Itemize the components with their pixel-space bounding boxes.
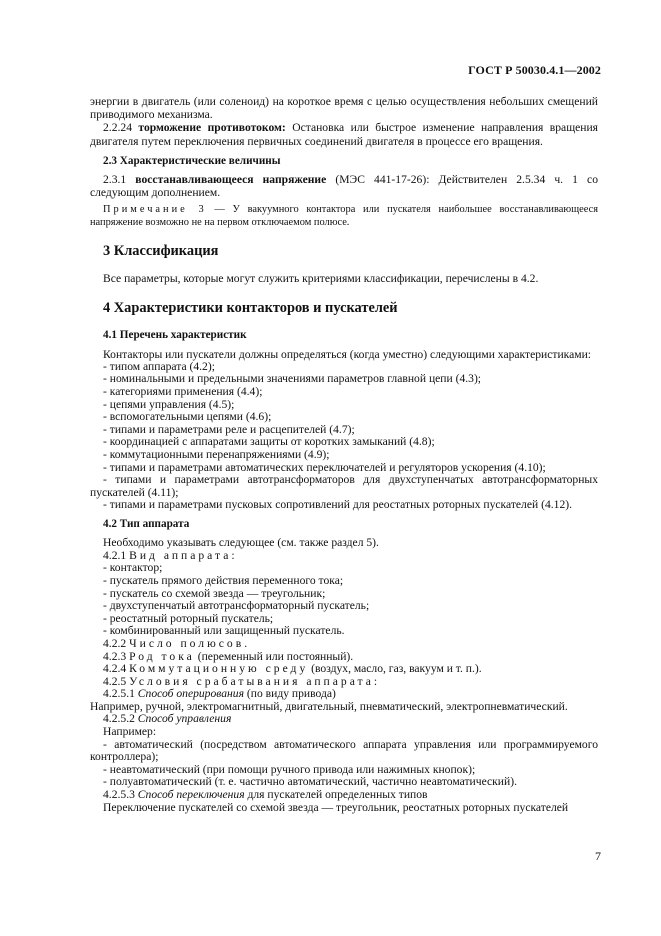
section-title-3: 3 Классификация [103, 243, 219, 260]
definition-text: (МЭС 441-17-26): Действителен 2.5.34 ч. 1 со следующим дополнением. [90, 173, 599, 200]
note-3 [90, 204, 598, 229]
list-item: - координацией с аппаратами защиты от коротких замыканий (4.8); [103, 435, 435, 449]
term: восстанавливающееся напряжение [135, 173, 327, 187]
spaced-label: Коммутационную среду [129, 662, 309, 676]
clause-number: 2.3.1 [103, 173, 127, 187]
clause-4-2-5-2 [90, 713, 598, 726]
clause-number: 4.2.5.2 [103, 712, 135, 726]
term: торможение противотоком: [138, 121, 286, 135]
list-item: - неавтоматический (при помощи ручного привода или нажимных кнопок); [103, 762, 476, 776]
clause-number: 4.2.4 [103, 662, 127, 676]
page-number: 7 [595, 849, 601, 863]
list-item: - автоматический (посредством автоматического аппарата управления или программируемого контроллера); [90, 737, 598, 764]
list-item: - пускатель прямого действия переменного тока; [103, 573, 344, 587]
clause-4-2-5-2-intro: Например: [103, 725, 157, 739]
list-item: - типом аппарата (4.2); [103, 359, 215, 373]
list-item: - типами и параметрами пусковых сопротивлений для реостатных роторных пускателей (4.12). [103, 498, 573, 512]
clause-4-2-5-1 [90, 688, 598, 701]
subsection-title-4-1: 4.1 Перечень характеристик [103, 329, 247, 342]
section-title-4: 4 Характеристики контакторов и пускателей [103, 300, 398, 317]
characteristics-list [90, 361, 598, 512]
clause-number: 4.2.3 [103, 649, 127, 663]
list-item: - двухступенчатый автотрансформаторный пускатель; [103, 599, 370, 613]
list-item: - контактор; [103, 561, 163, 575]
clause-number: 4.2.5.1 [103, 687, 135, 701]
clause-4-2-1 [90, 550, 598, 563]
clause-4-2-5-3 [90, 789, 598, 802]
paragraph-continuation: энергии в двигатель (или соленоид) на короткое время с целью осуществления небольших смещений приводимого механизма. [90, 95, 598, 122]
section-4-1-intro: Контакторы или пускатели должны определяться (когда уместно) следующими характеристиками: [103, 347, 592, 361]
clause-number: 4.2.5.3 [103, 788, 135, 802]
list-item: - типами и параметрами автотрансформаторов для двухступенчатых автотрансформаторных пускателей (4.11); [90, 473, 598, 499]
clause-number: 2.2.24 [103, 121, 132, 135]
list-item: - пускатель со схемой звезда — треугольник; [103, 586, 326, 600]
list-item: - типами и параметрами автоматических переключателей и регуляторов ускорения (4.10); [103, 460, 546, 474]
clause-2-3-1 [90, 173, 598, 199]
subsection-title-4-2: 4.2 Тип аппарата [103, 517, 190, 530]
italic-label: Способ переключения [137, 788, 245, 802]
list-item: - номинальными и предельными значениями параметров главной цепи (4.3); [103, 372, 482, 386]
italic-label: Способ управления [137, 712, 232, 726]
list-item: - вспомогательными цепями (4.6); [103, 410, 272, 424]
list-item: - реостатный роторный пускатель; [103, 611, 274, 625]
clause-number: 4.2.1 [103, 548, 127, 562]
section-4-2-intro: Необходимо указывать следующее (см. также раздел 5). [103, 536, 379, 550]
clause-suffix: для пускателей определенных типов [247, 788, 428, 802]
clause-4-2-5-3-text: Переключение пускателей со схемой звезда — треугольник, реостатных роторных пускателей [103, 800, 569, 814]
clause-suffix: (по виду привода) [246, 687, 336, 701]
clause-suffix: : [373, 674, 378, 688]
clause-suffix: : [231, 548, 235, 562]
spaced-label: Вид аппарата [129, 548, 232, 562]
list-item: - типами и параметрами реле и расцепителей (4.7); [103, 422, 355, 436]
list-item: - полуавтоматический (т. е. частично автоматический, частично неавтоматический). [103, 775, 517, 789]
clause-number: 4.2.5 [103, 674, 127, 688]
spaced-label: Число полюсов [129, 636, 245, 650]
clause-number: 4.2.2 [103, 636, 127, 650]
clause-4-2-5-1-text: Например, ручной, электромагнитный, двигательный, пневматический, электропневматический. [90, 699, 568, 713]
clause-2-2-24 [90, 121, 598, 147]
list-item: - цепями управления (4.5); [103, 397, 235, 411]
definition-text: Остановка или быстрое изменение направления вращения двигателя путем переключения первичных соединений двигателя в процессе его вращения. [90, 121, 599, 148]
document-header: ГОСТ Р 50030.4.1—2002 [468, 63, 601, 77]
clause-suffix: (переменный или постоянный). [197, 649, 354, 663]
list-item: - комбинированный или защищенный пускатель. [103, 624, 345, 638]
list-item: - категориями применения (4.4); [103, 385, 263, 399]
section-3-text: Все параметры, которые могут служить критериями классификации, перечислены в 4.2. [103, 272, 539, 286]
clause-suffix: . [244, 636, 248, 650]
note-label: Примечание 3 [103, 204, 207, 216]
spaced-label: Род тока [129, 649, 195, 663]
italic-label: Способ оперирования [137, 687, 244, 701]
list-item: - коммутационными перенапряжениями (4.9); [103, 448, 330, 461]
note-text: — У вакуумного контактора или пускателя наибольшее восстанавливающееся напряжение возможно не на первом отключаемом полюсе. [90, 204, 598, 228]
page-content [90, 95, 598, 814]
clause-suffix: (воздух, масло, газ, вакуум и т. п.). [311, 662, 482, 676]
spaced-label: Условия срабатывания аппарата [129, 674, 374, 688]
section-4-2-body [90, 537, 598, 814]
subsection-title-2-3: 2.3 Характеристические величины [103, 154, 281, 167]
